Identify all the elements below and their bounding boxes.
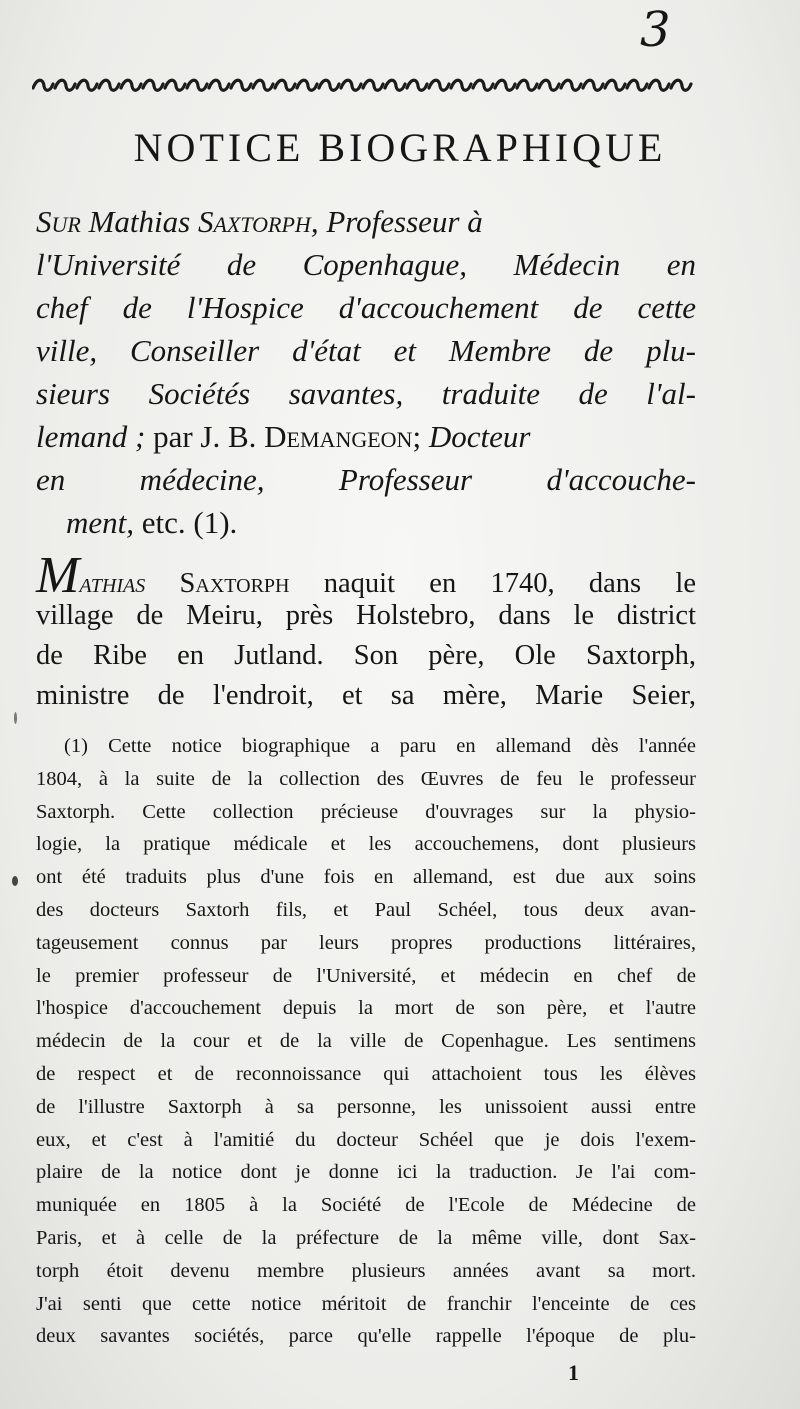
footnote-line: de respect et de reconnoissance qui attachoient tous les élèves	[36, 1062, 696, 1085]
ornament-flourish	[99, 80, 119, 90]
drop-cap: M	[36, 547, 80, 604]
subtitle-name: Demangeon	[264, 419, 413, 454]
notice-subtitle	[36, 200, 696, 544]
ornament-flourish	[473, 80, 493, 90]
ornament-flourish	[583, 80, 603, 90]
ornament-flourish	[231, 80, 251, 90]
body-word: naquit en 1740, dans le	[289, 568, 696, 599]
ornament-flourish	[297, 80, 317, 90]
ornament-flourish	[407, 80, 427, 90]
footnote-line: deux savantes sociétés, parce qu'elle rappelle l'époque de plu-	[36, 1325, 696, 1348]
subtitle-word: lemand ;	[36, 419, 154, 454]
ornament-flourish	[539, 80, 559, 90]
ornament-flourish	[253, 80, 273, 90]
ornament-flourish	[561, 80, 581, 90]
subtitle-word: Docteur	[428, 419, 531, 454]
footnote-line: de l'illustre Saxtorph à sa personne, les unissoient aussi entre	[36, 1095, 696, 1118]
footnote-line: Paris, et à celle de la préfecture de la même ville, dont Sax-	[36, 1226, 696, 1249]
footnote-line: médecin de la cour et de la ville de Copenhague. Les sentimens	[36, 1030, 696, 1053]
footnote-line: tageusement connus par leurs propres productions littéraires,	[36, 931, 696, 954]
body-word: athias	[79, 568, 146, 599]
ornament-flourish	[55, 80, 75, 90]
footnote-line: le premier professeur de l'Université, et médecin en chef de	[36, 964, 696, 987]
page-number: 3	[640, 2, 671, 58]
ornamental-rule	[32, 74, 694, 98]
ornament-flourish	[451, 80, 471, 90]
subtitle-word: par J. B.	[153, 419, 265, 454]
body-line: de Ribe en Jutland. Son père, Ole Saxtorph,	[36, 640, 696, 671]
footnote-line: (1) Cette notice biographique a paru en allemand dès l'année	[64, 735, 696, 757]
subtitle-line: ville, Conseiller d'état et Membre de plu-	[36, 333, 696, 368]
ornament-flourish	[187, 80, 207, 90]
footnote-line: logie, la pratique médicale et les accouchemens, dont plusieurs	[36, 833, 696, 856]
ink-speck	[14, 712, 17, 724]
ink-speck	[12, 876, 18, 886]
ornament-flourish	[319, 80, 339, 90]
body-text	[36, 547, 696, 716]
footnote-line: Saxtorph. Cette collection précieuse d'ouvrages sur la physio-	[36, 800, 696, 823]
ornament-flourish	[605, 80, 625, 90]
ornament-flourish	[209, 80, 229, 90]
body-line: village de Meiru, près Holstebro, dans le district	[36, 600, 696, 631]
subtitle-word: , Professeur à	[310, 204, 483, 239]
footnote-line: J'ai senti que cette notice méritoit de franchir l'enceinte de ces	[36, 1292, 696, 1315]
subtitle-word: Mathias	[80, 204, 198, 239]
subtitle-line: l'Université de Copenhague, Médecin en	[36, 247, 696, 282]
subtitle-line: chef de l'Hospice d'accouchement de cette	[36, 290, 696, 325]
subtitle-line: sieurs Sociétés savantes, traduite de l'al-	[36, 376, 696, 411]
ornament-flourish	[165, 80, 185, 90]
footnote-line: muniquée en 1805 à la Société de l'Ecole de Médecine de	[36, 1194, 696, 1217]
footnote	[36, 730, 696, 1353]
footnote-line: 1804, à la suite de la collection des Œuvres de feu le professeur	[36, 767, 696, 790]
subtitle-word: ment,	[66, 505, 142, 540]
ornament-flourish	[429, 80, 449, 90]
body-line	[36, 547, 696, 604]
ornament-flourish	[363, 80, 383, 90]
ornament-flourish	[671, 80, 691, 90]
subtitle-line	[36, 415, 696, 458]
ornament-flourish	[627, 80, 647, 90]
subtitle-name: Saxtorph	[197, 204, 311, 239]
subtitle-line	[36, 200, 696, 243]
ornament-flourish	[385, 80, 405, 90]
footnote-line: des docteurs Saxtorh fils, et Paul Schéel, tous deux avan-	[36, 898, 696, 921]
footnote-line: l'hospice d'accouchement depuis la mort de son père, et l'autre	[36, 997, 696, 1020]
ornament-flourish	[517, 80, 537, 90]
ornament-flourish	[143, 80, 163, 90]
footnote-line: ont été traduits plus d'une fois en allemand, est due aux soins	[36, 866, 696, 889]
ornament-flourish	[649, 80, 669, 90]
ornament-flourish	[121, 80, 141, 90]
signature-mark: 1	[568, 1360, 579, 1385]
ornament-flourish	[77, 80, 97, 90]
ornament-flourish	[495, 80, 515, 90]
ornament-flourish	[33, 80, 53, 90]
footnote-line: plaire de la notice dont je donne ici la traduction. Je l'ai com-	[36, 1161, 696, 1184]
subtitle-line	[36, 501, 696, 544]
footnote-line: torph étoit devenu membre plusieurs années avant sa mort.	[36, 1259, 696, 1282]
subtitle-word: Sur	[36, 204, 81, 239]
subtitle-word: ;	[412, 419, 429, 454]
footnote-line: eux, et c'est à l'amitié du docteur Schéel que je dois l'exem-	[36, 1128, 696, 1151]
subtitle-line: en médecine, Professeur d'accouche-	[36, 462, 696, 497]
body-name: Saxtorph	[145, 568, 290, 599]
ornament-flourish	[275, 80, 295, 90]
body-line: ministre de l'endroit, et sa mère, Marie Seier,	[36, 680, 696, 711]
subtitle-word: etc. (1).	[141, 505, 238, 540]
notice-title: NOTICE BIOGRAPHIQUE	[133, 125, 667, 170]
ornament-flourish	[341, 80, 361, 90]
